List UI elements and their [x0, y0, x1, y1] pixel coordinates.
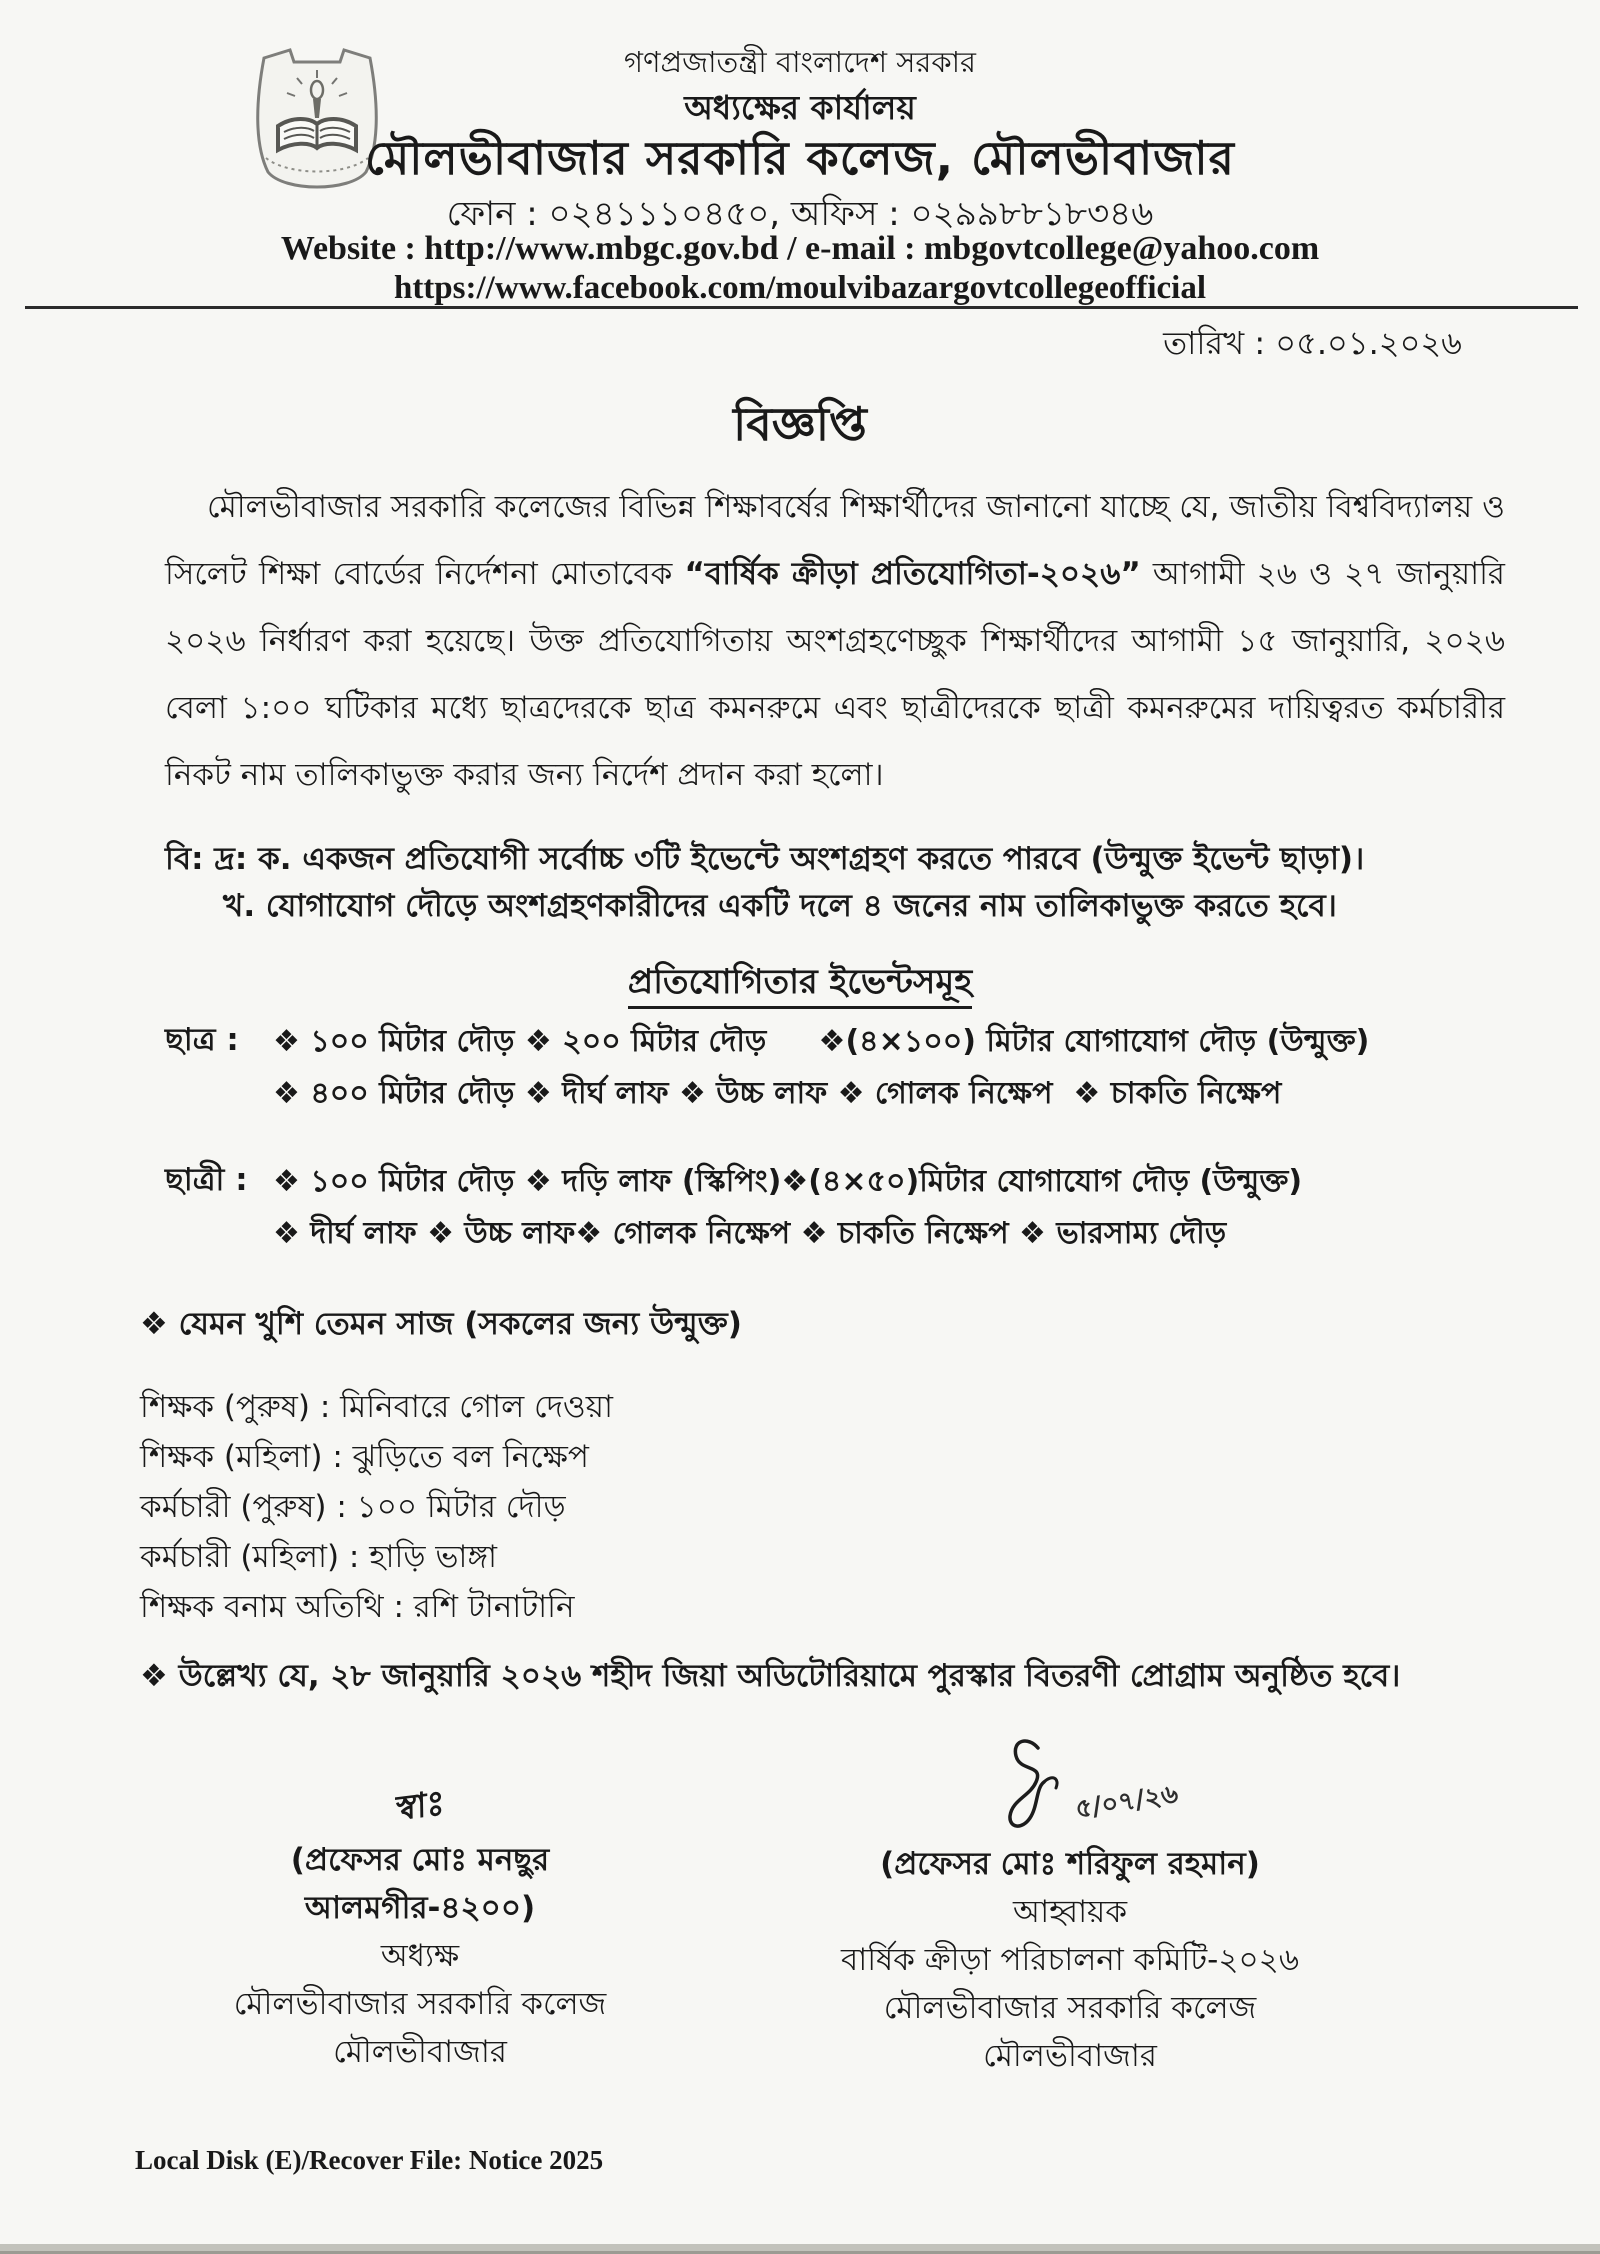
facebook-line: https://www.facebook.com/moulvibazargovtcollegeofficial — [393, 270, 1207, 306]
girls-events-line-2: ❖ দীর্ঘ লাফ ❖ উচ্চ লাফ❖ গোলক নিক্ষেপ ❖ চাকতি নিক্ষেপ ❖ ভারসাম্য দৌড় — [273, 1216, 1227, 1251]
right-signatory-org-3: মৌলভীবাজার — [983, 2038, 1157, 2074]
notice-paragraph — [165, 474, 1505, 809]
boys-label: ছাত্র : — [165, 1022, 239, 1058]
signature-date: ৫/০৭/২৬ — [1073, 1779, 1181, 1825]
header-separator-line — [25, 306, 1578, 309]
college-name: মৌলভীবাজার সরকারি কলেজ, মৌলভীবাজার — [365, 131, 1235, 185]
phone-line: ফোন : ০২৪১১১০৪৫০, অফিস : ০২৯৯৮৮১৮৩৪৬ — [446, 194, 1154, 234]
right-signature-block — [840, 1730, 1300, 2080]
date-line: তারিখ : ০৫.০১.২০২৬ — [1163, 324, 1462, 362]
right-signatory-org-1: বার্ষিক ক্রীড়া পরিচালনা কমিটি-২০২৬ — [841, 1942, 1299, 1978]
boys-events-line-1: ❖ ১০০ মিটার দৌড় ❖ ২০০ মিটার দৌড় ❖(৪×১০০) মিটার যোগাযোগ দৌড় (উন্মুক্ত) — [273, 1024, 1370, 1059]
staff-event-line: শিক্ষক (মহিলা) : ঝুড়িতে বল নিক্ষেপ — [140, 1439, 589, 1475]
paragraph-text-part2: আগামী ২৬ ও ২৭ জানুয়ারি ২০২৬ নির্ধারণ করা হয়েছে। উক্ত প্রতিযোগিতায় অংশগ্রহণেচ্ছুক শিক্ষার্থীদের আগামী ১৫ জানুয়ারি, ২০২৬ বেলা ১:০০ ঘটিকার মধ্যে ছাত্রদেরকে ছাত্র কমনরুমে এবং ছাত্রীদেরকে ছাত্রী কমনরুমের দায়িত্বরত কর্মচারীর নিকট নাম তালিকাভুক্ত করার জন্য নির্দেশ প্রদান করা হলো। — [165, 556, 1505, 793]
boys-events-lines — [273, 1016, 1515, 1120]
header-govt-line: গণপ্রজাতন্ত্রী বাংলাদেশ সরকার — [623, 45, 977, 79]
scan-edge — [0, 2244, 1600, 2254]
open-event-line: ❖ যেমন খুশি তেমন সাজ (সকলের জন্য উন্মুক্ত) — [140, 1306, 742, 1342]
events-heading: প্রতিযোগিতার ইভেন্টসমূহ — [0, 956, 1600, 1013]
girls-events-row — [165, 1156, 1515, 1260]
website-line: Website : http://www.mbgc.gov.bd / e-mail : mbgovtcollege@yahoo.com — [280, 230, 1320, 267]
footer-note: Local Disk (E)/Recover File: Notice 2025 — [135, 2145, 604, 2175]
boys-events-row — [165, 1016, 1515, 1120]
girls-label: ছাত্রী : — [165, 1162, 248, 1198]
left-signatory-org-2: মৌলভীবাজার — [333, 2034, 507, 2070]
staff-event-line: কর্মচারী (পুরুষ) : ১০০ মিটার দৌড় — [140, 1489, 566, 1525]
staff-event-line: কর্মচারী (মহিলা) : হাড়ি ভাঙ্গা — [140, 1539, 497, 1575]
left-signatory-name: (প্রফেসর মোঃ মনছুর আলমগীর-৪২০০) — [290, 1842, 550, 1926]
staff-event-line: শিক্ষক (পুরুষ) : মিনিবারে গোল দেওয়া — [140, 1389, 613, 1425]
left-signatory-designation: অধ্যক্ষ — [380, 1938, 460, 1974]
nb-note-block — [165, 836, 1510, 930]
right-signatory-name: (প্রফেসর মোঃ শরিফুল রহমান) — [880, 1846, 1260, 1882]
signature-stroke-icon — [840, 1730, 1300, 1840]
note-line-2: খ. যোগাযোগ দৌড়ে অংশগ্রহণকারীদের একটি দলে ৪ জনের নাম তালিকাভুক্ত করতে হবে। — [223, 888, 1337, 924]
header-office-line: অধ্যক্ষের কার্যালয় — [684, 88, 916, 127]
right-signatory-org-2: মৌলভীবাজার সরকারি কলেজ — [883, 1990, 1257, 2026]
paragraph-text-part1: মৌলভীবাজার সরকারি কলেজের বিভিন্ন শিক্ষাবর্ষের শিক্ষার্থীদের জানানো যাচ্ছে যে, জাতীয় বিশ্ববিদ্যালয় ও সিলেট শিক্ষা বোর্ডের নির্দেশনা মোতাবেক — [165, 489, 1505, 592]
boys-events-line-2: ❖ ৪০০ মিটার দৌড় ❖ দীর্ঘ লাফ ❖ উচ্চ লাফ ❖ গোলক নিক্ষেপ ❖ চাকতি নিক্ষেপ — [273, 1076, 1282, 1111]
staff-events-list — [140, 1382, 613, 1632]
left-signatory-org-1: মৌলভীবাজার সরকারি কলেজ — [233, 1986, 607, 2022]
notice-title: বিজ্ঞপ্তি — [733, 397, 867, 451]
left-sign-mark: স্বাঃ — [395, 1782, 445, 1830]
left-signature-block — [180, 1782, 660, 2076]
closing-note-line: ❖ উল্লেখ্য যে, ২৮ জানুয়ারি ২০২৬ শহীদ জিয়া অডিটোরিয়ামে পুরস্কার বিতরণী প্রোগ্রাম অনুষ্ঠিত হবে। — [140, 1658, 1401, 1694]
handwritten-signature — [840, 1730, 1300, 1840]
girls-events-lines — [273, 1156, 1515, 1260]
right-signatory-designation: আহ্বায়ক — [1012, 1894, 1128, 1930]
note-line-1: বি: দ্র: ক. একজন প্রতিযোগী সর্বোচ্চ ৩টি ইভেন্টে অংশগ্রহণ করতে পারবে (উন্মুক্ত ইভেন্ট ছাড়া)। — [165, 841, 1365, 877]
staff-event-line: শিক্ষক বনাম অতিথি : রশি টানাটানি — [140, 1589, 575, 1625]
girls-events-line-1: ❖ ১০০ মিটার দৌড় ❖ দড়ি লাফ (স্কিপিং)❖(৪×৫০)মিটার যোগাযোগ দৌড় (উন্মুক্ত) — [273, 1164, 1303, 1199]
paragraph-highlight: “বার্ষিক ক্রীড়া প্রতিযোগিতা-২০২৬” — [684, 556, 1141, 592]
